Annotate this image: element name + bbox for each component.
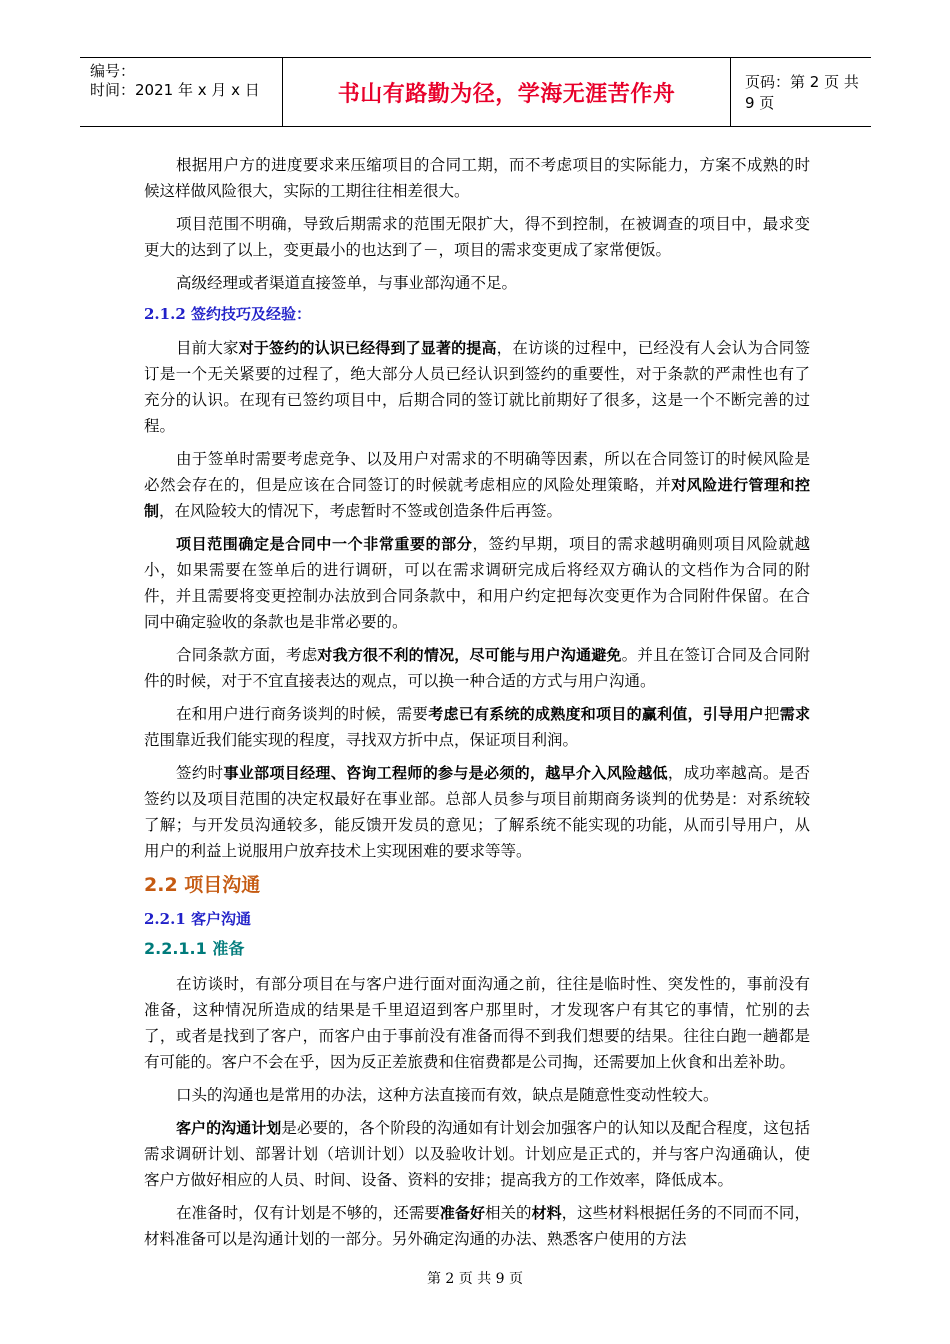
paragraph [144,1200,810,1252]
text-run: 是必要的，各个阶段的沟通如有计划会加强客户的认知以及配合程度，这包括需求调研计划、部署计划（培训计划）以及验收计划。计划应是正式的，并与客户沟通确认，使客户方做好相应的人员、时间、设备、资料的安排；提高我方的工作效率，降低成本。 [144,1119,810,1189]
text-run: 范围靠近我们能实现的程度，寻找双方折中点，保证项目利润。 [144,731,579,749]
paragraph [144,446,810,524]
section-heading-2-2: 2.2 项目沟通 [144,874,261,896]
bold-text: 事业部项目经理、咨询工程师的参与是必须的，越早介入风险越低 [223,764,668,782]
bold-text: 考虑已有系统的成熟度和项目的赢利值，引导用户 [428,705,764,723]
paragraph [144,1115,810,1193]
bold-text: 准备好 [439,1204,485,1222]
text-run: ，成功率越高。是否签约以及项目范围的决定权最好在事业部。总部人员参与项目前期商务谈判的优势是：对系统较了解；与开发员沟通较多，能反馈开发员的意见；了解系统不能实现的功能，从而引导用户，从用户的利益上说服用户放弃技术上实现困难的要求等等。 [144,764,810,860]
text-run: 目前大家 [176,339,239,357]
text-run: 合同条款方面，考虑 [176,646,318,664]
text-run: ，在风险较大的情况下，考虑暂时不签或创造条件后再签。 [159,502,563,520]
bold-text: 需求 [779,705,810,723]
paragraph [144,531,810,635]
page-footer [0,1268,950,1288]
header-motto-cell [282,58,731,126]
text-run: 由于签单时需要考虑竞争、以及用户对需求的不明确等因素，所以在合同签订的时候风险是必然会存在的，但是应该在合同签订的时候就考虑相应的风险处理策略，并 [144,450,810,494]
section-heading-2-1-2: 2.1.2 签约技巧及经验： [144,305,311,323]
paragraph [144,701,810,753]
header-meta [80,58,282,126]
bold-text: 对于签约的认识已经得到了显著的提高 [238,339,497,357]
paragraph: 根据用户方的进度要求来压缩项目的合同工期，而不考虑项目的实际能力，方案不成熟的时候这样做风险很大，实际的工期往往相差很大。 [144,156,810,200]
section-heading-2-2-1: 2.2.1 客户沟通 [144,910,251,928]
text-run: 在和用户进行商务谈判的时候，需要 [176,705,429,723]
bold-text: 对我方很不利的情况，尽可能与用户沟通避免 [317,646,622,664]
text-run: 。并且在签订合同及合同附件的时候，对于不宜直接表达的观点，可以换一种合适的方式与用户沟通。 [144,646,810,690]
header-page-info [731,58,871,126]
text-run: 签约时 [176,764,224,782]
document-number-label: 编号： [90,62,136,80]
bold-text: 对风险进行管理和控制 [144,476,810,520]
paragraph: 在访谈时，有部分项目在与客户进行面对面沟通之前，往往是临时性、突发性的，事前没有准备，这种情况所造成的结果是千里迢迢到客户那里时，才发现客户有其它的事情，忙别的去了，或者是找到了客户，而客户由于事前没有准备而得不到我们想要的结果。往往白跑一趟都是有可能的。客户不会在乎，因为反正差旅费和住宿费都是公司掏，还需要加上伙食和出差补助。 [144,975,810,1071]
section-heading-2-2-1-1: 2.2.1.1 准备 [144,939,245,958]
motto-text: 书山有路勤为径，学海无涯苦作舟 [337,81,676,107]
bold-text: 材料 [531,1204,562,1222]
paragraph [144,642,810,694]
paragraph: 项目范围不明确，导致后期需求的范围无限扩大，得不到控制，在被调查的项目中，最求变更大的达到了以上，变更最小的也达到了－，项目的需求变更成了家常便饭。 [144,215,810,259]
paragraph: 高级经理或者渠道直接签单，与事业部沟通不足。 [176,274,518,292]
page-header [80,57,871,127]
document-body [144,152,810,1259]
paragraph [144,760,810,864]
paragraph: 口头的沟通也是常用的办法，这种方法直接而有效，缺点是随意性变动性较大。 [176,1086,719,1104]
text-run: 相关的 [484,1204,532,1222]
text-run: 在准备时，仅有计划是不够的，还需要 [176,1204,440,1222]
text-run: 把 [763,705,780,723]
text-run: ，签约早期，项目的需求越明确则项目风险就越小，如果需要在签单后的进行调研，可以在需求调研完成后将经双方确认的文档作为合同的附件，并且需要将变更控制办法放到合同条款中，和用户约定把每次变更作为合同附件保留。在合同中确定验收的条款也是非常必要的。 [144,535,810,631]
footer-page-number: 第 2 页 共 9 页 [426,1271,524,1287]
document-date: 时间：2021 年 x 月 x 日 [90,81,260,99]
bold-text: 项目范围确定是合同中一个非常重要的部分 [176,535,473,553]
paragraph [144,335,810,439]
text-run: ，这些材料根据任务的不同而不同，材料准备可以是沟通计划的一部分。另外确定沟通的办法、熟悉客户使用的方法 [144,1204,810,1248]
text-run: ，在访谈的过程中，已经没有人会认为合同签订是一个无关紧要的过程了，绝大部分人员已经认识到签约的重要性，对于条款的严肃性也有了充分的认识。在现有已签约项目中，后期合同的签订就比前期好了很多，这是一个不断完善的过程。 [144,339,810,435]
page-info-text: 页码：第 2 页 共 9 页 [745,73,859,112]
bold-text: 客户的沟通计划 [176,1119,282,1137]
